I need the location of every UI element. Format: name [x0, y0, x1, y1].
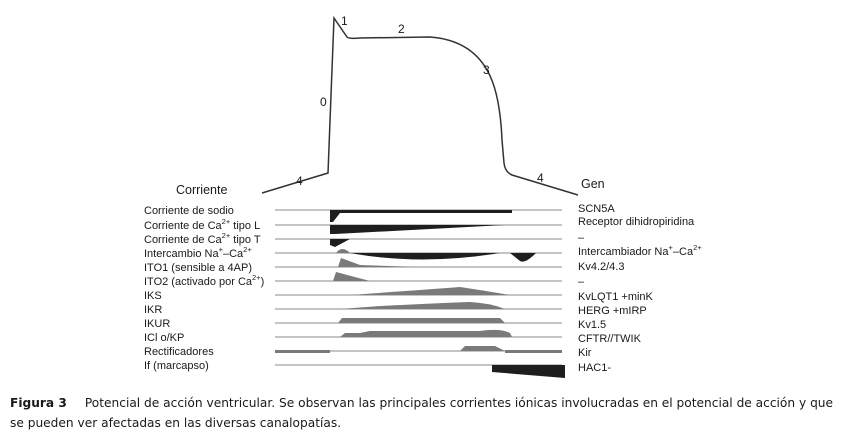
caption-text: Potencial de acción ventricular. Se observan las principales corrientes iónicas involucradas en el potencial de acción y que se pueden ver afectadas en las diversas canalopatías.: [10, 396, 834, 430]
wave-ca-l: [330, 225, 505, 234]
wave-sodium: [330, 210, 512, 222]
gene-label: HERG +mIRP: [578, 305, 647, 317]
gene-label: Kv4.2/4.3: [578, 261, 625, 273]
wave-na-ca-inward: [350, 253, 500, 260]
phase-label-1: 1: [341, 14, 348, 28]
phase-label-4-right: 4: [537, 171, 544, 185]
current-column-header: Corriente: [176, 183, 228, 197]
gene-label: Receptor dihidropiridina: [578, 216, 695, 228]
current-label: IKS: [144, 290, 162, 302]
current-label: Corriente de $Ca^{2+}$ tipo T: [144, 231, 261, 246]
gene-label: HAC1-: [578, 362, 612, 374]
current-label: Corriente de $Ca^{2+}$ tipo L: [144, 217, 261, 232]
wave-if: [492, 365, 565, 378]
wave-iks: [350, 287, 510, 295]
figure-label: Figura 3: [10, 396, 67, 410]
phase-label-2: 2: [398, 22, 405, 36]
current-waveforms: [275, 210, 565, 378]
wave-rectifiers-tail: [505, 350, 562, 353]
wave-ikr: [340, 302, 505, 309]
row-baselines: [275, 210, 562, 365]
gene-label: Intercambiador $Na^+-Ca^{2+}$: [578, 243, 702, 258]
wave-ikur: [338, 318, 505, 323]
wave-ito1: [338, 258, 420, 267]
current-label: Rectificadores: [144, 346, 214, 358]
figure-caption: [10, 393, 850, 433]
wave-rectifiers: [275, 350, 330, 353]
gene-label: KvLQT1 +minK: [578, 291, 653, 303]
wave-na-ca-tail: [510, 253, 536, 262]
gene-label: –: [578, 232, 585, 244]
wave-na-ca-outward: [336, 249, 350, 253]
gene-label: CFTR//TWIK: [578, 333, 641, 345]
phase-label-4-left: 4: [296, 174, 303, 188]
current-label: Intercambio $Na^+-Ca^{2+}$: [144, 245, 252, 260]
gene-label: SCN5A: [578, 203, 615, 215]
current-label: IKR: [144, 304, 163, 316]
current-labels: [144, 205, 264, 372]
current-label: Corriente de sodio: [144, 205, 234, 217]
phase-label-0: 0: [320, 95, 327, 109]
wave-icl: [340, 330, 512, 337]
gene-label: Kv1.5: [578, 319, 607, 331]
current-label: IKUR: [144, 318, 171, 330]
gene-label: –: [578, 276, 585, 288]
action-potential-trace: [262, 18, 578, 195]
current-label: If (marcapso): [144, 360, 209, 372]
current-label: ITO1 (sensible a 4AP): [144, 262, 253, 274]
phase-label-3: 3: [483, 63, 490, 77]
current-label: ITO2 (activado por $Ca^{2+}$): [144, 273, 265, 288]
wave-ito2: [333, 272, 370, 281]
gene-label: Kir: [578, 347, 592, 359]
current-label: ICl o/KP: [144, 332, 185, 344]
wave-ca-t: [330, 239, 350, 247]
gene-labels: [578, 203, 702, 374]
gene-column-header: Gen: [581, 177, 605, 191]
wave-rectifiers-peak: [460, 346, 505, 351]
